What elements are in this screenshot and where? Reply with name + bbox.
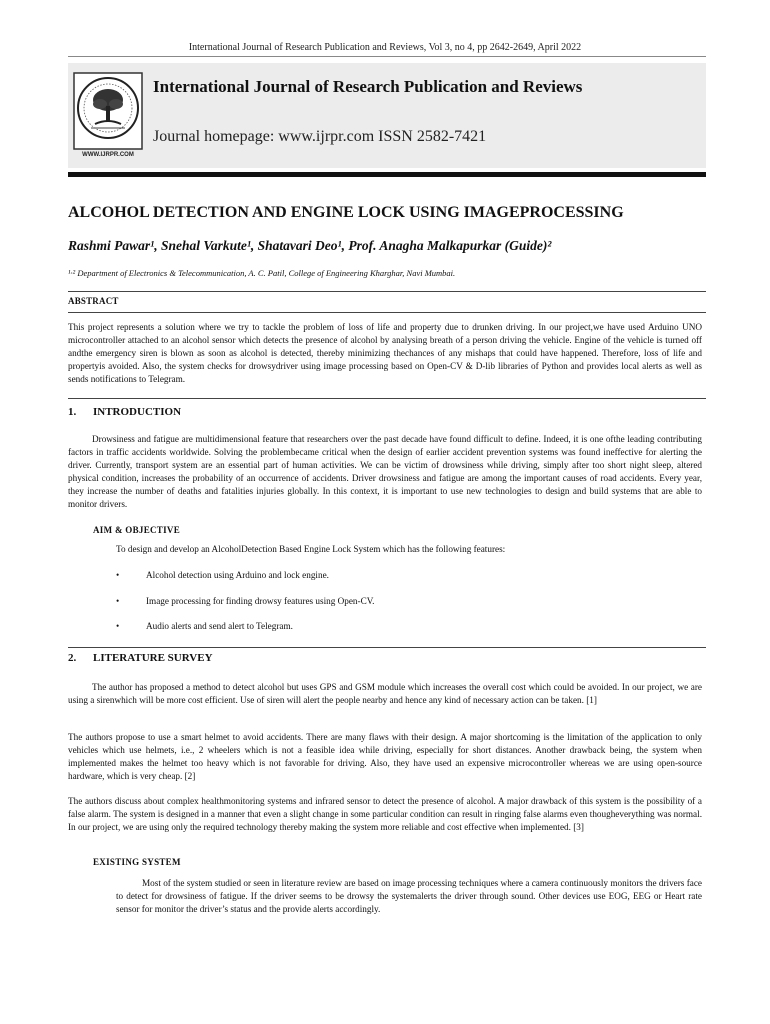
bullet-marker: • xyxy=(116,596,120,606)
literature-paragraph-3: The authors discuss about complex healthmonitoring systems and infrared sensor to detect the presence of alcohol. A major drawback of this system is the possibility of a false alarm. The system is designed in a manner that even a slight change in some particular condition can result in ringing false alarms even thougheverything was normal. In our project, we are using only the required technology thereby making the system more reliable and cost effective when implemented. [3] xyxy=(68,796,702,833)
paper-title: ALCOHOL DETECTION AND ENGINE LOCK USING IMAGEPROCESSING xyxy=(68,204,624,221)
running-head: International Journal of Research Publication and Reviews, Vol 3, no 4, pp 2642-2649, April 2022 xyxy=(188,42,582,53)
journal-homepage: Journal homepage: www.ijrpr.com ISSN 2582-7421 xyxy=(153,128,487,145)
header-thick-rule xyxy=(68,172,706,177)
abstract-label: ABSTRACT xyxy=(68,296,119,306)
section-number-literature: 2. xyxy=(68,652,77,664)
feature-list-item: Image processing for finding drowsy features using Open-CV. xyxy=(146,596,375,606)
author-list: Rashmi Pawar¹, Snehal Varkute¹, Shatavari Deo¹, Prof. Anagha Malkapurkar (Guide)² xyxy=(68,238,552,253)
section-rule-literature xyxy=(68,647,706,648)
existing-system-heading: EXISTING SYSTEM xyxy=(93,857,181,867)
bullet-marker: • xyxy=(116,621,120,631)
abstract-top-rule xyxy=(68,291,706,292)
section-title-literature: LITERATURE SURVEY xyxy=(93,652,213,664)
literature-paragraph-1: The author has proposed a method to detect alcohol but uses GPS and GSM module which increases the overall cost which could be avoided. In our project, we are using a sirenwhich will be more cost efficient. Use of siren will alert the people nearby and hence any kind of necessary action can be taken. [1] xyxy=(68,682,702,706)
aim-objective-text: To design and develop an AlcoholDetection Based Engine Lock System which has the following features: xyxy=(116,544,506,554)
section-number-intro: 1. xyxy=(68,406,77,418)
running-head-rule xyxy=(68,56,706,57)
abstract-bottom-rule xyxy=(68,398,706,399)
existing-system-paragraph: Most of the system studied or seen in literature review are based on image processing techniques where a camera continuously monitors the drivers face to detect for drowsiness of fatigue. If the driver seems to be drowsy the systemalerts the driver through sound. Other devices use EOG, EEG or Heart rate sensor for monitor the driver’s status and the provide alerts accordingly. xyxy=(116,878,702,915)
feature-list-item: Alcohol detection using Arduino and lock engine. xyxy=(146,570,329,580)
intro-paragraph: Drowsiness and fatigue are multidimensional feature that researchers over the past decade have found difficult to define. Indeed, it is one ofthe leading contributing factors in traffic accidents worldwide. Solving the problembecame critical when the design of earlier accident prevention systems was found ineffective for alerting the driver. Currently, transport system are an essential part of human activities. We can be victim of drowsiness while driving, simply after too short night sleep, altered physical condition, increases the probability of an occurrence of accidents. Driver drowsiness and fatigue are among the important causes of road accidents. Every year, they increase the number of deaths and fatalities injuries globally. In this context, it is important to use new technologies to design and build systems that are able to monitor drivers. xyxy=(68,434,702,510)
literature-paragraph-2: The authors propose to use a smart helmet to avoid accidents. There are many flaws with their design. A major shortcoming is the limitation of the application to only vehicles which use helmets, i.e., 2 wheelers which is not a feasible idea while driving, especially for short distances. Another drawback being, the system when implemented makes the helmet too heavy which is not favorable for driving. Also, they have used an expensive microcontroller whereas we are using open-source hardware, which is very cheap. [2] xyxy=(68,732,702,782)
feature-list-item: Audio alerts and send alert to Telegram. xyxy=(146,621,293,631)
affiliation: ¹·² Department of Electronics & Telecommunication, A. C. Patil, College of Engineering Kharghar, Navi Mumbai. xyxy=(68,268,456,278)
journal-title: International Journal of Research Publication and Reviews xyxy=(153,77,583,96)
section-title-intro: INTRODUCTION xyxy=(93,406,182,418)
abstract-label-rule xyxy=(68,312,706,313)
abstract-body: This project represents a solution where we try to tackle the problem of loss of life and property due to drunken driving. In our project,we have used Arduino UNO microcontroller attached to an alcohol sensor which detects the presence of alcohol by analysing breath of a person driving the vehicle. Engine of the vehicle is turned off andthe emergency siren is blown as soon as alcohol is detected, thereby minimizing thechances of any mishaps that could have happened. Therefore, loss of life and propertyis avoided. Also, the system checks for drowsydriver using image processing based on Open-CV & D-lib libraries of Python and provides local alerts as well as sends notifications to Telegram. xyxy=(68,322,702,385)
bullet-marker: • xyxy=(116,570,120,580)
aim-objective-heading: AIM & OBJECTIVE xyxy=(93,525,181,535)
logo-text: WWW.IJRPR.COM xyxy=(82,152,134,158)
tree-emblem-icon xyxy=(73,72,143,150)
